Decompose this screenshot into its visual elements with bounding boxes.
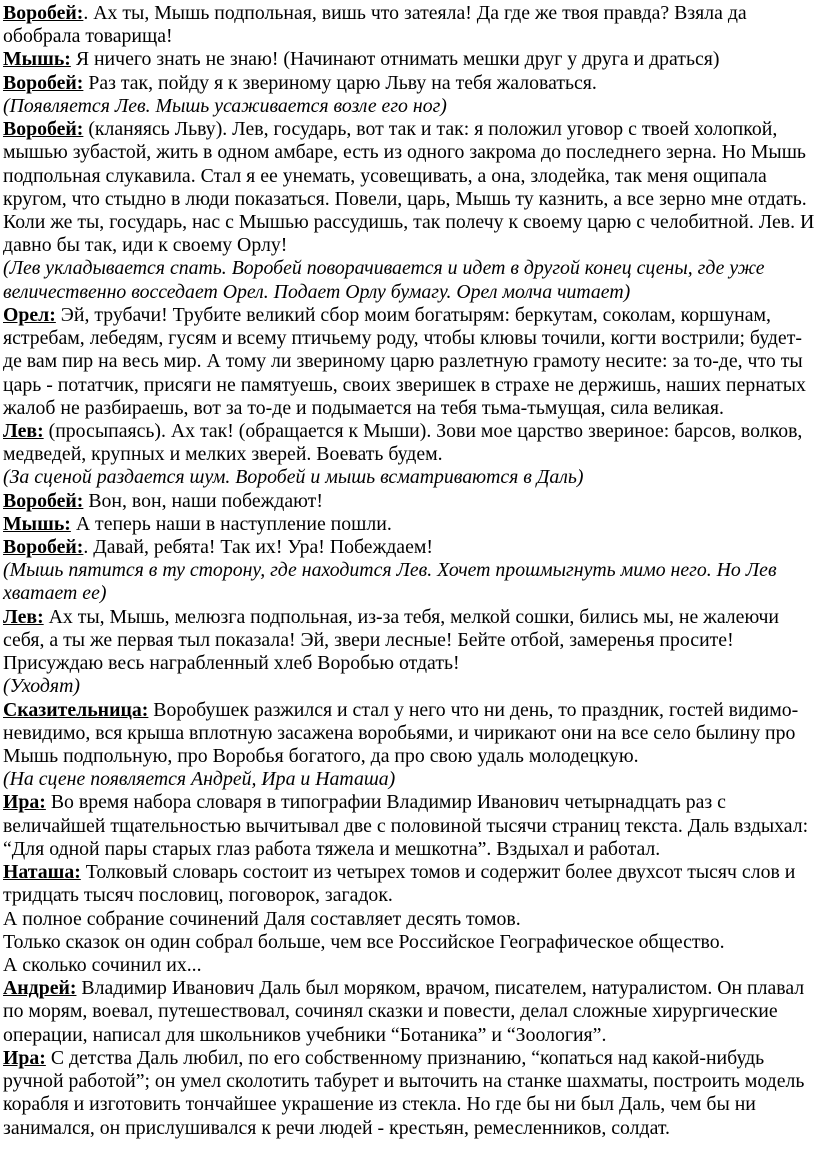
document-body <box>3 2 815 1140</box>
speaker-name: Воробей: <box>3 118 84 141</box>
speaker-name: Ира: <box>3 791 46 814</box>
stage-direction <box>3 95 815 118</box>
paragraph-text: (просыпаясь). Ах так! (обращается к Мыши). Зови мое царство звериное: барсов, волков, медведей, крупных и мелких зверей. Воевать будем. <box>3 419 803 466</box>
paragraph-text: А теперь наши в наступление пошли. <box>70 512 392 535</box>
paragraph-text: Я ничего знать не знаю! (Начинают отнимать мешки друг у друга и драться) <box>70 48 720 71</box>
dialogue-paragraph <box>3 48 815 71</box>
paragraph-text: Воробушек разжился и стал у него что ни день, то праздник, гостей видимо-невидимо, вся крыша вплотную засажена воробьями, и чирикают они на все село былину про Мышь подпольную, про Воробья богатого, да про свою удаль молодецкую. <box>3 698 799 767</box>
stage-direction-text: (На сцене появляется Андрей, Ира и Наташа) <box>3 768 396 791</box>
paragraph-text: Только сказок он один собрал больше, чем все Российское Географическое общество. <box>3 930 725 953</box>
dialogue-paragraph <box>3 1047 815 1140</box>
text-paragraph <box>3 908 815 931</box>
text-paragraph <box>3 954 815 977</box>
paragraph-text: (кланяясь Льву). Лев, государь, вот так и так: я положил уговор с твоей холопкой, мышью зубастой, жить в одном амбаре, есть из одного закрома до последнего зерна. Но Мышь подпольная слукавила. Стал я ее унемать, усовещивать, а она, злодейка, так меня ощипала кругом, что стыдно в люди показаться. Повели, царь, Мышь ту казнить, а все зерно мне отдать. Коли же ты, государь, нас с Мышью рассудишь, так полечу к своему царю с челобитной. Лев. И давно бы так, иди к своему Орлу! <box>3 118 815 257</box>
stage-direction-text: (Уходят) <box>3 675 80 698</box>
paragraph-text: А сколько сочинил их... <box>3 953 202 976</box>
dialogue-paragraph <box>3 861 815 907</box>
paragraph-text: . Ах ты, Мышь подпольная, вишь что затеяла! Да где же твоя правда? Взяла да обобрала товарища! <box>3 2 747 48</box>
stage-direction-text: (Появляется Лев. Мышь усаживается возле его ног) <box>3 94 447 117</box>
speaker-name: Воробей: <box>3 71 84 94</box>
dialogue-paragraph <box>3 72 815 95</box>
paragraph-text: Эй, трубачи! Трубите великий сбор моим богатырям: беркутам, соколам, коршунам, ястребам, лебедям, гусям и всему птичьему роду, чтобы клювы точили, когти вострили; будет-де вам пир на весь мир. А тому ли звериному царю разлетную грамоту несите: за то-де, что ты царь - потатчик, присяги не памятуешь, своих зверишек в страхе не держишь, наших пернатых жалоб не разбираешь, вот за то-де и подымается на тебя тьма-тьмущая, сила великая. <box>3 303 806 419</box>
paragraph-text: . Давай, ребята! Так их! Ура! Побеждаем! <box>83 536 433 559</box>
paragraph-text: Толковый словарь состоит из четырех томов и содержит более двухсот тысяч слов и тридцать тысяч пословиц, поговорок, загадок. <box>3 861 796 907</box>
paragraph-text: Владимир Иванович Даль был моряком, врачом, писателем, натуралистом. Он плавал по морям, воевал, путешествовал, сочинял сказки и повести, делал сложные хирургические операции, написал для школьников учебники “Ботаника” и “Зоология”. <box>3 977 805 1046</box>
dialogue-paragraph <box>3 2 815 48</box>
paragraph-text: Ах ты, Мышь, мелюзга подпольная, из-за тебя, мелкой сошки, бились мы, не жалеючи себя, а ты же первая тыл показала! Эй, звери лесные! Бейте отбой, замеренья просите! Присуждаю весь награбленный хлеб Воробью отдать! <box>3 605 779 675</box>
dialogue-paragraph <box>3 791 815 861</box>
dialogue-paragraph <box>3 699 815 769</box>
speaker-name: Орел: <box>3 303 56 326</box>
paragraph-text: Во время набора словаря в типографии Владимир Иванович четырнадцать раз с величайшей тщательностью вычитывал две с половиной тысячи страниц текста. Даль вздыхал: “Для одной пары старых глаз работа тяжела и мешкотна”. Вздыхал и работал. <box>3 791 809 860</box>
dialogue-paragraph <box>3 606 815 676</box>
dialogue-paragraph <box>3 420 815 466</box>
speaker-name: Лев: <box>3 419 44 442</box>
speaker-name: Лев: <box>3 605 44 628</box>
stage-direction <box>3 257 815 303</box>
speaker-name: Воробей: <box>3 2 84 24</box>
paragraph-text: Вон, вон, наши побеждают! <box>83 489 323 512</box>
speaker-name: Воробей: <box>3 536 84 559</box>
speaker-name: Мышь: <box>3 48 71 71</box>
speaker-name: Ира: <box>3 1046 46 1069</box>
paragraph-text: С детства Даль любил, по его собственному признанию, “копаться над какой-нибудь ручной работой”; он умел сколотить табурет и выточить на станке шахматы, построить модель корабля и изготовить тончайшее украшение из стекла. Но где бы ни был Даль, чем бы ни занимался, он прислушивался к речи людей - крестьян, ремесленников, солдат. <box>3 1046 805 1139</box>
speaker-name: Воробей: <box>3 489 84 512</box>
speaker-name: Мышь: <box>3 512 71 535</box>
dialogue-paragraph <box>3 118 815 257</box>
speaker-name: Сказительница: <box>3 698 149 721</box>
speaker-name: Андрей: <box>3 977 77 1000</box>
speaker-name: Наташа: <box>3 861 81 884</box>
stage-direction-text: (За сценой раздается шум. Воробей и мышь всматриваются в Даль) <box>3 466 584 489</box>
paragraph-text: Раз так, пойду я к звериному царю Льву на тебя жаловаться. <box>83 71 597 94</box>
stage-direction <box>3 768 815 791</box>
dialogue-paragraph <box>3 490 815 513</box>
stage-direction <box>3 466 815 489</box>
stage-direction-text: (Лев укладывается спать. Воробей поворачивается и идет в другой конец сцены, где уже величественно восседает Орел. Подает Орлу бумагу. Орел молча читает) <box>3 257 765 303</box>
dialogue-paragraph <box>3 977 815 1047</box>
dialogue-paragraph <box>3 513 815 536</box>
dialogue-paragraph <box>3 304 815 420</box>
stage-direction-text: (Мышь пятится в ту сторону, где находится Лев. Хочет прошмыгнуть мимо него. Но Лев хватает ее) <box>3 559 777 605</box>
stage-direction <box>3 559 815 605</box>
stage-direction <box>3 675 815 698</box>
text-paragraph <box>3 931 815 954</box>
paragraph-text: А полное собрание сочинений Даля составляет десять томов. <box>3 907 521 930</box>
dialogue-paragraph <box>3 536 815 559</box>
